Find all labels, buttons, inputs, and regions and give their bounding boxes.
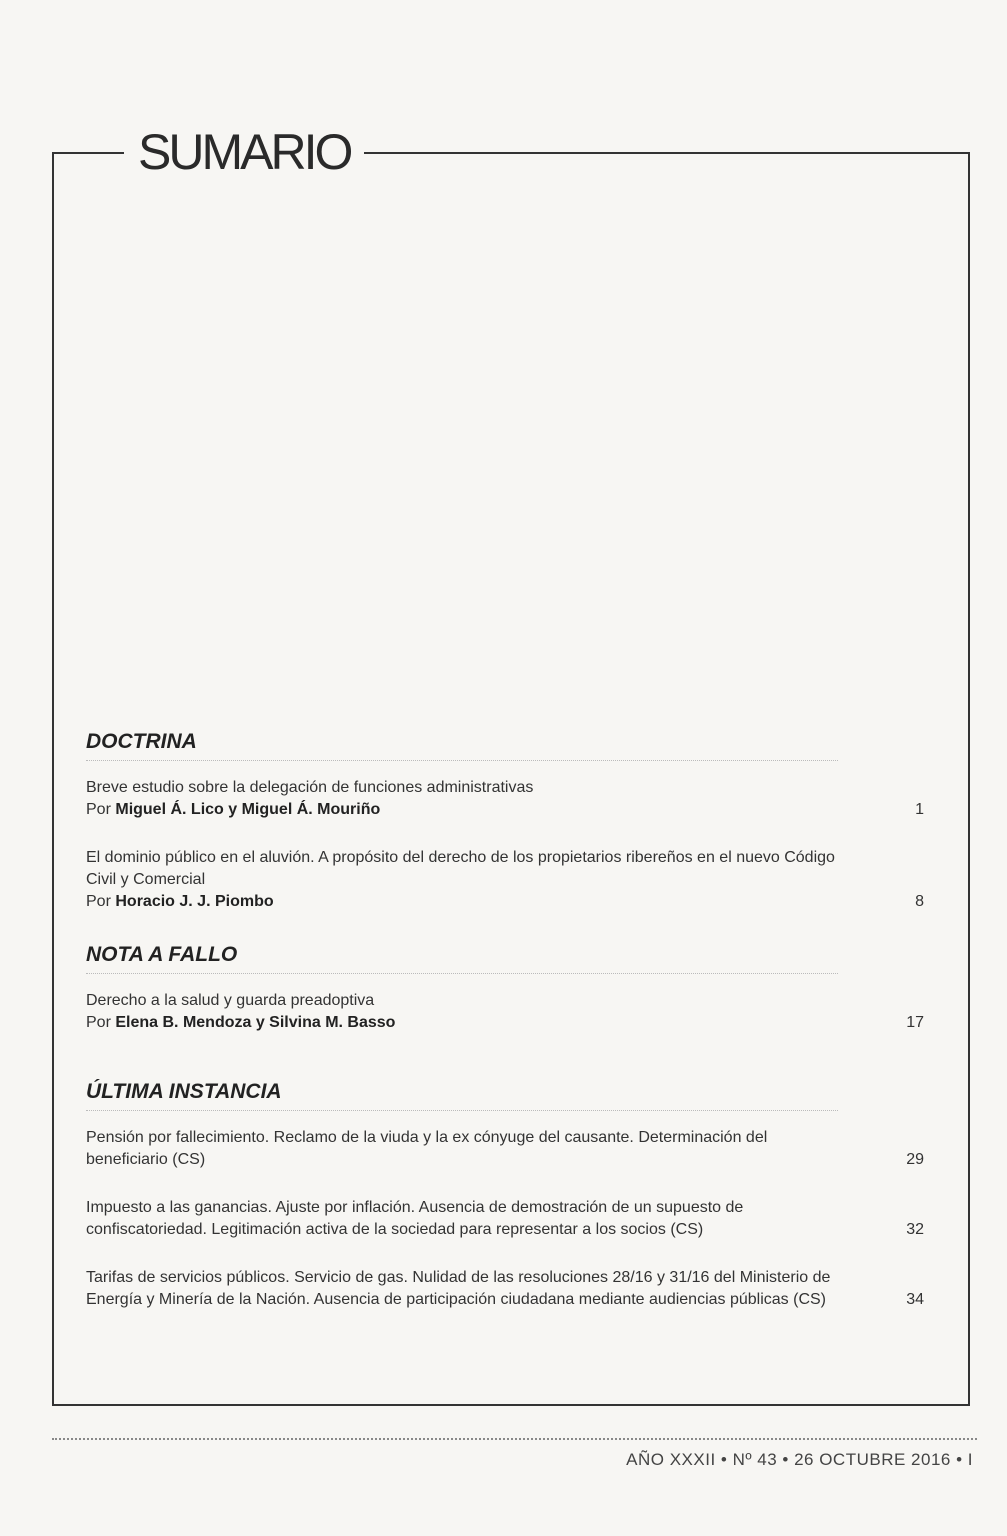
- entry-text-block: [86, 847, 848, 913]
- toc-entry[interactable]: [86, 777, 936, 821]
- entry-text-block: [86, 990, 848, 1034]
- entry-title: Impuesto a las ganancias. Ajuste por inflación. Ausencia de demostración de un supuesto de confiscatoriedad. Legitimación activa de la sociedad para representar a los socios (CS): [86, 1199, 744, 1238]
- author-prefix: Por: [86, 801, 111, 818]
- entry-title: Breve estudio sobre la delegación de funciones administrativas: [86, 779, 534, 796]
- entry-author-line: [86, 799, 848, 821]
- toc-entry[interactable]: [86, 1267, 936, 1311]
- entry-text-block: [86, 777, 848, 821]
- section-ultima-instancia: [86, 1080, 936, 1311]
- toc-entry[interactable]: [86, 1127, 936, 1171]
- entry-title: Tarifas de servicios públicos. Servicio de gas. Nulidad de las resoluciones 28/16 y 31/16 del Ministerio de Energía y Minería de la Nación. Ausencia de participación ciudadana mediante audiencias públicas (CS): [86, 1269, 831, 1308]
- section-heading: NOTA A FALLO: [86, 943, 838, 974]
- toc-entry[interactable]: [86, 990, 936, 1034]
- page-title: SUMARIO: [124, 124, 364, 180]
- toc-entry[interactable]: [86, 847, 936, 913]
- page-number: 17: [906, 1014, 924, 1031]
- page-number: 32: [906, 1221, 924, 1238]
- issue-footer: AÑO XXXII • Nº 43 • 26 OCTUBRE 2016 • I: [626, 1450, 973, 1469]
- entry-author-line: [86, 1012, 848, 1034]
- toc-entry[interactable]: [86, 1197, 936, 1241]
- footer-divider: [52, 1438, 977, 1440]
- section-heading: ÚLTIMA INSTANCIA: [86, 1080, 838, 1111]
- page-number: 29: [906, 1151, 924, 1168]
- page-number: 1: [915, 801, 924, 818]
- section-doctrina: [86, 730, 936, 913]
- section-heading: DOCTRINA: [86, 730, 838, 761]
- page-number: 34: [906, 1291, 924, 1308]
- entry-author-line: [86, 891, 848, 913]
- entry-title: Pensión por fallecimiento. Reclamo de la viuda y la ex cónyuge del causante. Determinación del beneficiario (CS): [86, 1129, 768, 1168]
- author-prefix: Por: [86, 893, 111, 910]
- author-names: Horacio J. J. Piombo: [115, 893, 274, 910]
- author-names: Miguel Á. Lico y Miguel Á. Mouriño: [115, 801, 381, 818]
- section-nota-a-fallo: [86, 943, 936, 1034]
- author-prefix: Por: [86, 1014, 111, 1031]
- author-names: Elena B. Mendoza y Silvina M. Basso: [115, 1014, 396, 1031]
- page-number: 8: [915, 893, 924, 910]
- entry-title: Derecho a la salud y guarda preadoptiva: [86, 992, 375, 1009]
- sections-container: [86, 730, 936, 1345]
- entry-title: El dominio público en el aluvión. A propósito del derecho de los propietarios ribereños en el nuevo Código Civil y Comercial: [86, 849, 835, 888]
